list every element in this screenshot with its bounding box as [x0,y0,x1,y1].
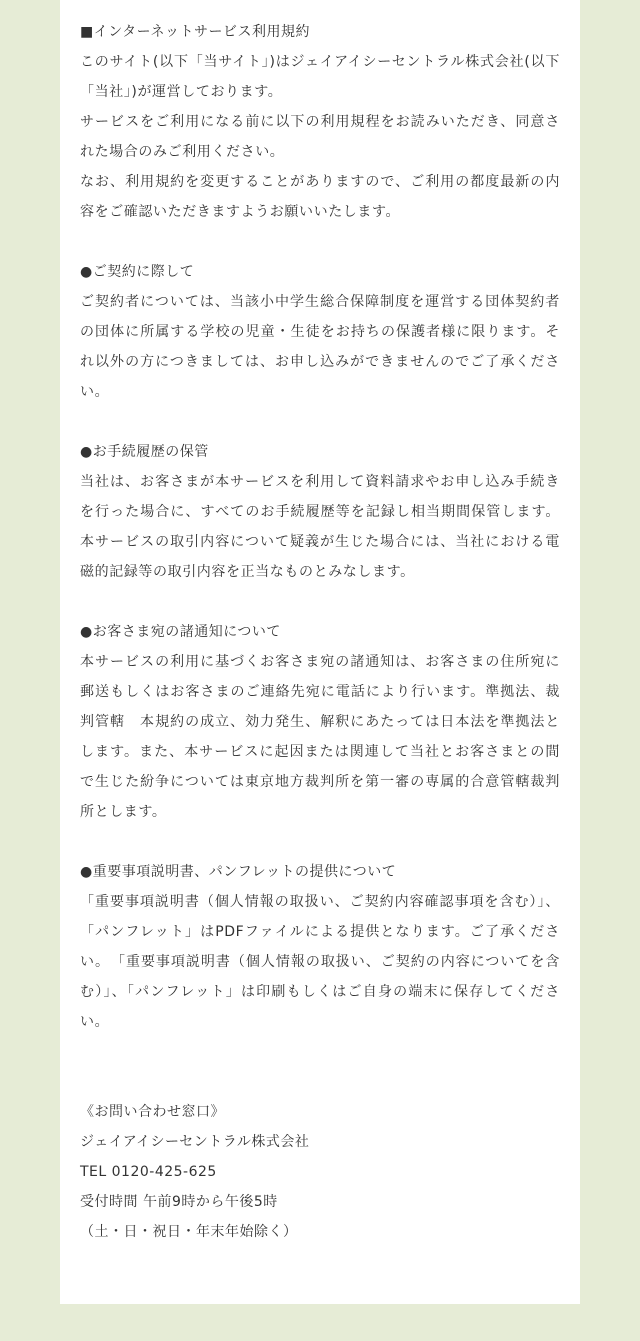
section-heading: ●重要事項説明書、パンフレットの提供について [80,864,397,880]
section-documents [80,857,560,1037]
contact-phone: TEL 0120-425-625 [80,1164,217,1180]
section-body: 本サービスの利用に基づくお客さま宛の諸通知は、お客さまの住所宛に郵送もしくはお客さまのご連絡先宛に電話により行います。準拠法、裁判管轄 本規約の成立、効力発生、解釈にあたっては日本法を準拠法とします。また、本サービスに起因または関連して当社とお客さまとの間で生じた紛争については東京地方裁判所を第一審の専属的合意管轄裁判所とします。 [80,654,560,820]
section-body: 「重要事項説明書（個人情報の取扱い、ご契約内容確認事項を含む）」、「パンフレット」はPDFファイルによる提供となります。ご了承ください。 「重要事項説明書（個人情報の取扱い、ご契約の内容についてを含む）」、「パンフレット」は印刷もしくはご自身の端末に保存してください。 [80,894,560,1030]
section-heading: ●ご契約に際して [80,264,195,280]
contact-hours: 受付時間 午前9時から午後5時 [80,1194,278,1210]
terms-intro-section [80,17,560,227]
contact-company: ジェイアイシーセントラル株式会社 [80,1134,310,1150]
section-notices [80,617,560,827]
contact-closed-days: （土・日・祝日・年末年始除く） [80,1224,298,1240]
section-body: ご契約者については、当該小中学生総合保障制度を運営する団体契約者の団体に所属する学校の児童・生徒をお持ちの保護者様に限ります。それ以外の方につきましては、お申し込みができませんのでご了承ください。 [80,294,560,400]
section-contract [80,257,560,407]
section-heading: ●お客さま宛の諸通知について [80,624,281,640]
intro-paragraph: このサイト(以下「当サイト」)はジェイアイシーセントラル株式会社(以下「当社」)が運営しております。 [80,54,560,100]
section-history [80,437,560,587]
terms-title: ■インターネットサービス利用規約 [80,24,310,40]
contact-block [80,1097,560,1247]
terms-panel [60,0,580,1304]
section-body: 当社は、お客さまが本サービスを利用して資料請求やお申し込み手続きを行った場合に、すべてのお手続履歴等を記録し相当期間保管します。本サービスの取引内容について疑義が生じた場合には、当社における電磁的記録等の取引内容を正当なものとみなします。 [80,474,560,580]
intro-paragraph: サービスをご利用になる前に以下の利用規程をお読みいただき、同意された場合のみご利用ください。 [80,114,560,160]
intro-paragraph: なお、利用規約を変更することがありますので、ご利用の都度最新の内容をご確認いただきますようお願いいたします。 [80,174,560,220]
section-heading: ●お手続履歴の保管 [80,444,209,460]
contact-title: 《お問い合わせ窓口》 [80,1104,225,1120]
